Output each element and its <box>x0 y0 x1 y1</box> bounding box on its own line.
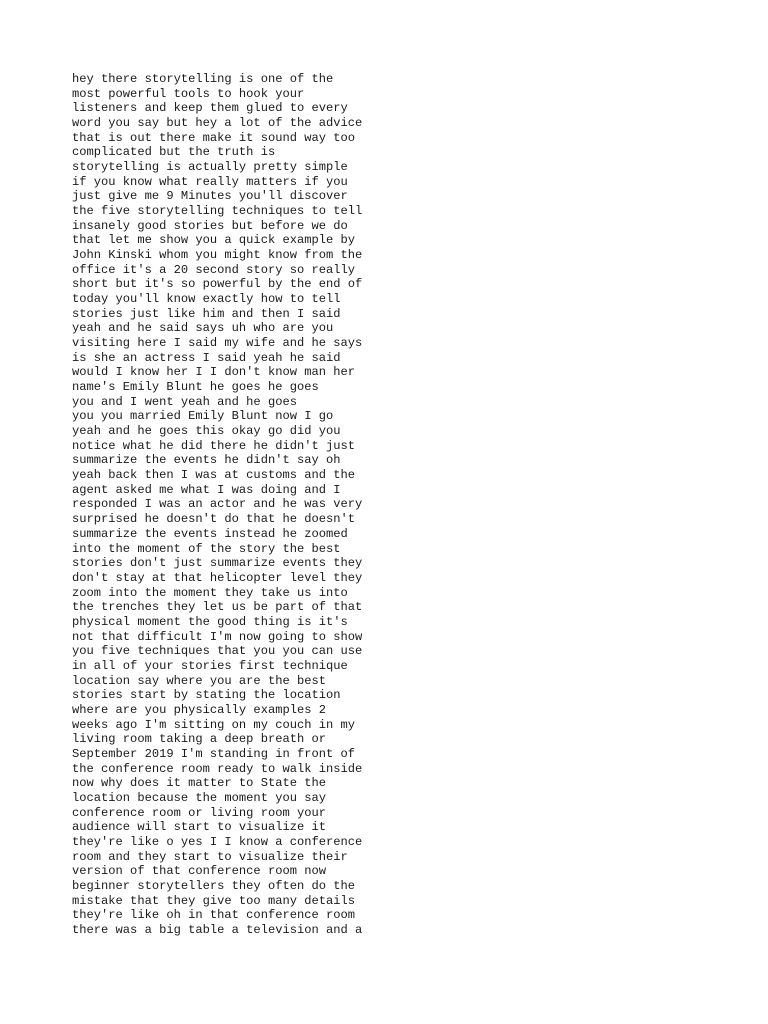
transcript-line: listeners and keep them glued to every <box>72 101 348 116</box>
transcript-line: office it's a 20 second story so really <box>72 262 356 277</box>
transcript-line: September 2019 I'm standing in front of <box>72 746 356 761</box>
transcript-line: don't stay at that helicopter level they <box>72 570 363 585</box>
transcript-line: visiting here I said my wife and he says <box>72 336 363 351</box>
transcript-line: weeks ago I'm sitting on my couch in my <box>72 717 356 732</box>
transcript-line: summarize the events instead he zoomed <box>72 526 348 541</box>
transcript-line: not that difficult I'm now going to show <box>72 629 363 644</box>
transcript-line: John Kinski whom you might know from the <box>72 248 363 263</box>
transcript-line: today you'll know exactly how to tell <box>72 292 341 307</box>
transcript-line: audience will start to visualize it <box>72 820 327 835</box>
transcript-line: short but it's so powerful by the end of <box>72 277 363 292</box>
transcript-line: you you married Emily Blunt now I go <box>72 409 334 424</box>
transcript-line: complicated but the truth is <box>72 145 276 160</box>
transcript-line: most powerful tools to hook your <box>72 86 305 101</box>
transcript-line: word you say but hey a lot of the advice <box>72 116 363 131</box>
transcript-line: into the moment of the story the best <box>72 541 341 556</box>
transcript-line: the five storytelling techniques to tell <box>72 204 363 219</box>
transcript-line: location because the moment you say <box>72 790 327 805</box>
transcript-line: surprised he doesn't do that he doesn't <box>72 512 356 527</box>
transcript-line: mistake that they give too many details <box>72 893 356 908</box>
transcript-line: now why does it matter to State the <box>72 776 327 791</box>
transcript-line: you five techniques that you you can use <box>72 644 363 659</box>
transcript-line: hey there storytelling is one of the <box>72 72 334 86</box>
transcript-line: stories just like him and then I said <box>72 306 341 321</box>
transcript-line: physical moment the good thing is it's <box>72 614 348 629</box>
transcript-line: responded I was an actor and he was very <box>72 497 363 512</box>
transcript-line: room and they start to visualize their <box>72 849 348 864</box>
transcript-line: living room taking a deep breath or <box>72 732 327 747</box>
transcript-line: summarize the events he didn't say oh <box>72 453 341 468</box>
transcript-line: where are you physically examples 2 <box>72 702 327 717</box>
transcript-line: if you know what really matters if you <box>72 174 348 189</box>
transcript-line: insanely good stories but before we do <box>72 218 348 233</box>
transcript-line: agent asked me what I was doing and I <box>72 482 341 497</box>
transcript-line: name's Emily Blunt he goes he goes <box>72 380 319 395</box>
transcript-line: storytelling is actually pretty simple <box>72 160 348 175</box>
transcript-line: stories start by stating the location <box>72 688 341 703</box>
transcript-line: zoom into the moment they take us into <box>72 585 348 600</box>
transcript-line: they're like oh in that conference room <box>72 908 356 923</box>
transcript-line: just give me 9 Minutes you'll discover <box>72 189 348 204</box>
transcript-line: the trenches they let us be part of that <box>72 600 363 615</box>
transcript-line: that let me show you a quick example by <box>72 233 356 248</box>
transcript-text <box>72 72 732 938</box>
transcript-line: in all of your stories first technique <box>72 658 348 673</box>
transcript-line: beginner storytellers they often do the <box>72 878 356 893</box>
transcript-line: yeah and he said says uh who are you <box>72 321 334 336</box>
transcript-line: yeah back then I was at customs and the <box>72 468 356 483</box>
transcript-line: version of that conference room now <box>72 864 327 879</box>
transcript-line: they're like o yes I I know a conference <box>72 834 363 849</box>
transcript-line: there was a big table a television and a <box>72 922 363 937</box>
transcript-line: stories don't just summarize events they <box>72 556 363 571</box>
transcript-line: you and I went yeah and he goes <box>72 394 297 409</box>
transcript-line: conference room or living room your <box>72 805 327 820</box>
transcript-line: that is out there make it sound way too <box>72 130 356 145</box>
transcript-line: would I know her I I don't know man her <box>72 365 356 380</box>
transcript-line: yeah and he goes this okay go did you <box>72 424 341 439</box>
transcript-line: notice what he did there he didn't just <box>72 438 356 453</box>
transcript-line: is she an actress I said yeah he said <box>72 350 341 365</box>
transcript-line: location say where you are the best <box>72 673 327 688</box>
transcript-line: the conference room ready to walk inside <box>72 761 363 776</box>
